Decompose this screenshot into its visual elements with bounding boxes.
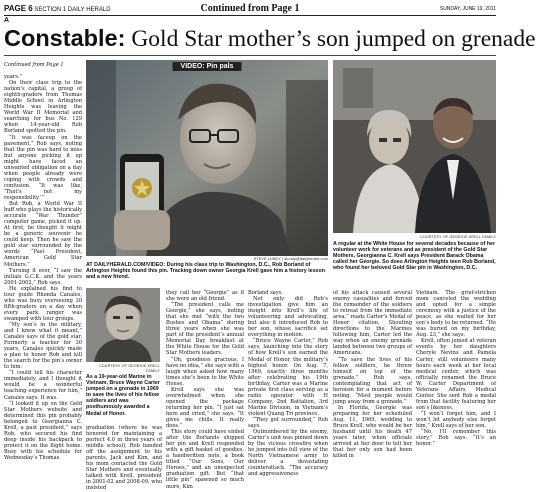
paragraph: “To save the lives of his fellow soldiers, he threw himself on top of the grenade,” Rob says, contemplating that act of heroism for a moment before noting, “Most people would jump away from a grenade.”: [333, 356, 412, 405]
paragraph: Vietnam. The grief-stricken mom canceled the wedding and opted for a simple ceremony with a justice of the peace, as she waited for her son’s body to be returned. “He was buried on my birthday, Aug. 23,” she says.: [416, 290, 496, 339]
article-column-4: [248, 290, 328, 478]
section-label: SECTION 1 DAILY HERALD: [34, 7, 111, 13]
main-photo-caption: AT DAILYHERALD.COM/VIDEO: During his class trip to Washington, D.C., Rob Borland of Arlington Heights found this pin. Tracking down owner Georgia Krell gave him a history lesson and a new friend.: [86, 262, 325, 281]
paragraph: This story could have ended after the Borlands shipped her pin and Krell responded with a gift basket of goodies, a handwritten note, a book titled “Our Sons, Our Heroes,” and an unexpected graduation gift. But “that little pin” spawned so much more, Kim: [166, 429, 244, 490]
article-column-5: [333, 290, 412, 475]
paragraph: Krell, often joined at veteran events by her daughters Cheryle Nevins and Pamela Carter, still volunteers many hours each week at her local medical center, which was officially renamed the Bruce W. Carter Department of Veterans Affairs Medical Center. She sent Rob a medal from that facility featuring her son’s likeness.: [416, 338, 496, 411]
boy-with-phone-image: [86, 60, 328, 256]
small-photo: [86, 288, 160, 362]
paragraph: Borland says.: [248, 290, 283, 296]
paragraph: But Rob, a World War II buff who plays the historically accurate “War Thunder” computer game, picked it up. At first, he thought it might be a generic souvenir he could keep. Then he saw the gold star surrounded by the words “Past President, American Gold Star Mothers.”: [4, 201, 82, 268]
paragraph: Krell says she was overwhelmed when she opened the package returning her pin. “I just sat here and cried,” she says. “It gives me chills. It really does.”: [166, 386, 244, 430]
headline-lead: Constable:: [4, 25, 126, 51]
paragraph: In Florida, Georgie was preparing for her scheduled Aug. 11, 1969, wedding to Bruce Krell, who would be her husband until his death 47 years later, when officials arrived at her door to tell her that her only son had been killed in: [333, 404, 412, 460]
continued-from-label: Continued from Page 1: [4, 62, 64, 68]
right-photo-caption: A regular at the White House for several decades because of her volunteer work for veterans and as president of the Gold Star Mothers, Georgianna C. Krell says President Barack Obama called her Georgie. So does Arlington Heights teen Rob Borland, who found her beloved Gold Star pin in Washington, D.C.: [333, 241, 496, 272]
article-column-3: [166, 290, 244, 490]
paragraph: they call her “Georgie” as if she were an old friend.: [166, 290, 244, 303]
paragraph: Outnumbered by the enemy, Carter’s unit was pinned down by the vicious crossfire when he jumped into full view of the North Vietnamese army to deliver a devastating counterattack. “The accuracy and aggressiveness: [248, 429, 328, 478]
paragraph: “No, I’ll remember this story,” Rob says. “It’s an honor.”: [416, 429, 496, 448]
paragraph: On their class trip to the nation’s capital, a group of eighth-graders from Thomas Middle School in Arlington Heights was leaving the World War II Memorial and searching for bus No. 129 when 14-year-old Rob Borland spotted the pin.: [4, 80, 82, 135]
mother-with-president-image: [333, 60, 496, 233]
page-header: [4, 2, 496, 16]
page-date: SUNDAY, JUNE 19, 2011: [439, 5, 496, 12]
page-number: PAGE 6: [4, 4, 33, 13]
paragraph: “Bruce Wayne Carter,” Rob says, launching into the story of how Krell’s son earned the Medal of Honor, the military’s highest honor. On Aug. 7, 1969, exactly three months after celebrating his 19th birthday, Carter was a Marine private first class serving as a radio operator with H Company, 2nd Battalion, 3rd Marine Division, in Vietnam’s violent Quang Tri province.: [248, 338, 328, 417]
video-label: VIDEO: Pin pals: [173, 62, 242, 71]
paragraph: graduation (where he was honored for maintaining a perfect 4.0 in three years of middle school), Rob handed off the assignment to his parents, Jack and Kim, and his mom contacted the Gold Star Mothers and eventually talked with Krell, president in 2001-02 and 2008-09, who insisted: [86, 425, 162, 492]
section-mark: A: [4, 17, 10, 24]
right-photo: [333, 60, 496, 233]
paragraph: “I looked it up on the Gold Star Mothers website and determined this pin probably belonged to Georgianna C. Krell, a past president,” says Rob, who secured his find deep inside his backpack to protect it on the flight home. Busy with his schedule for Wednesday’s Thomas: [4, 400, 82, 461]
paragraph: “I could tell his character immediately, and I thought it would be a wonderful teaching experience for him,” Canales says. It was.: [4, 370, 82, 401]
small-photo-caption: As a 19-year-old Marine in Vietnam, Bruce Wayne Carter jumped on a grenade in 1969 to save the lives of his fellow soldiers and was posthumously awarded a Medal of Honor.: [86, 374, 160, 417]
paragraph: Not only did Rob’s investigation give him an insight into Krell’s life of volunteering and advocating, but also it introduced Rob to her son, whose sacrifice set everything in motion.: [248, 296, 328, 339]
paragraph: “They got surrounded,” Rob says.: [248, 416, 328, 430]
article-column-2: [86, 425, 162, 492]
article-column-6: [416, 290, 496, 475]
article-column-1: [4, 62, 82, 475]
paragraph: He explained his find to tour guide Rhonda Canales, who was busy overseeing 30 fifth-graders on a day when every park ranger was swamped with tour groups.: [4, 285, 82, 322]
paragraph: of his attack caused several enemy casualties and forced the remainder of the soldiers to retreat from the immediate area,” reads Carter’s Medal of Honor citation. Shouting directions to the Marines following him, Carter led the way when an enemy grenade landed between two groups of Americans.: [333, 290, 412, 357]
small-photo-credit: COURTESY OF GEORGIE KRELL FAMILY: [99, 364, 160, 373]
headline-rule: [4, 55, 496, 56]
paragraph: “I won’t forget him, and I won’t let anybody else forget him,” Krell says of her son.: [416, 410, 496, 430]
main-photo: [86, 60, 328, 256]
paragraph: “My son’s in the military, and I knew what it meant,” Canales says of the gold star. Formerly a teacher for 30 years, Canales quickly made a plan to honor Rob and kill the search for the pin’s owner to him.: [4, 321, 82, 371]
continued-banner: Continued from Page 1: [200, 3, 300, 14]
marine-portrait-image: [86, 288, 160, 362]
paragraph: “Oh, goodness gracious, I have no idea,” she says with a laugh when asked how many times she’s been to the White House.: [166, 356, 244, 387]
paragraph: Turning it over, “I saw the initials G.C.K. and the years 2001-2002,” Rob says.: [4, 267, 82, 286]
paragraph: years.”: [4, 74, 23, 81]
main-photo-credit: STEVE LUNDY | slundy@dailyherald.com: [253, 257, 328, 261]
paragraph: “The president calls me Georgie,” she says, noting that she met “with the two Bushes and Obama” during three years when she was part of the president’s annual Memorial Day breakfast at the White House for the Gold Star Mothers leaders.: [166, 302, 244, 357]
paragraph: “It was faceup on the pavement,” Rob says, noting that the pin was hard to miss but anyone picking it up might have faced an unwanted obligation on a day when people already were coping with crowds and confusion. “It was like, ‘That’s not my responsibility.’”: [4, 134, 82, 201]
headline-rest: Gold Star mother’s son jumped on grenade: [125, 26, 536, 52]
headline: [4, 23, 536, 53]
right-photo-credit: COURTESY OF GEORGIE KRELL FAMILY: [420, 235, 496, 239]
